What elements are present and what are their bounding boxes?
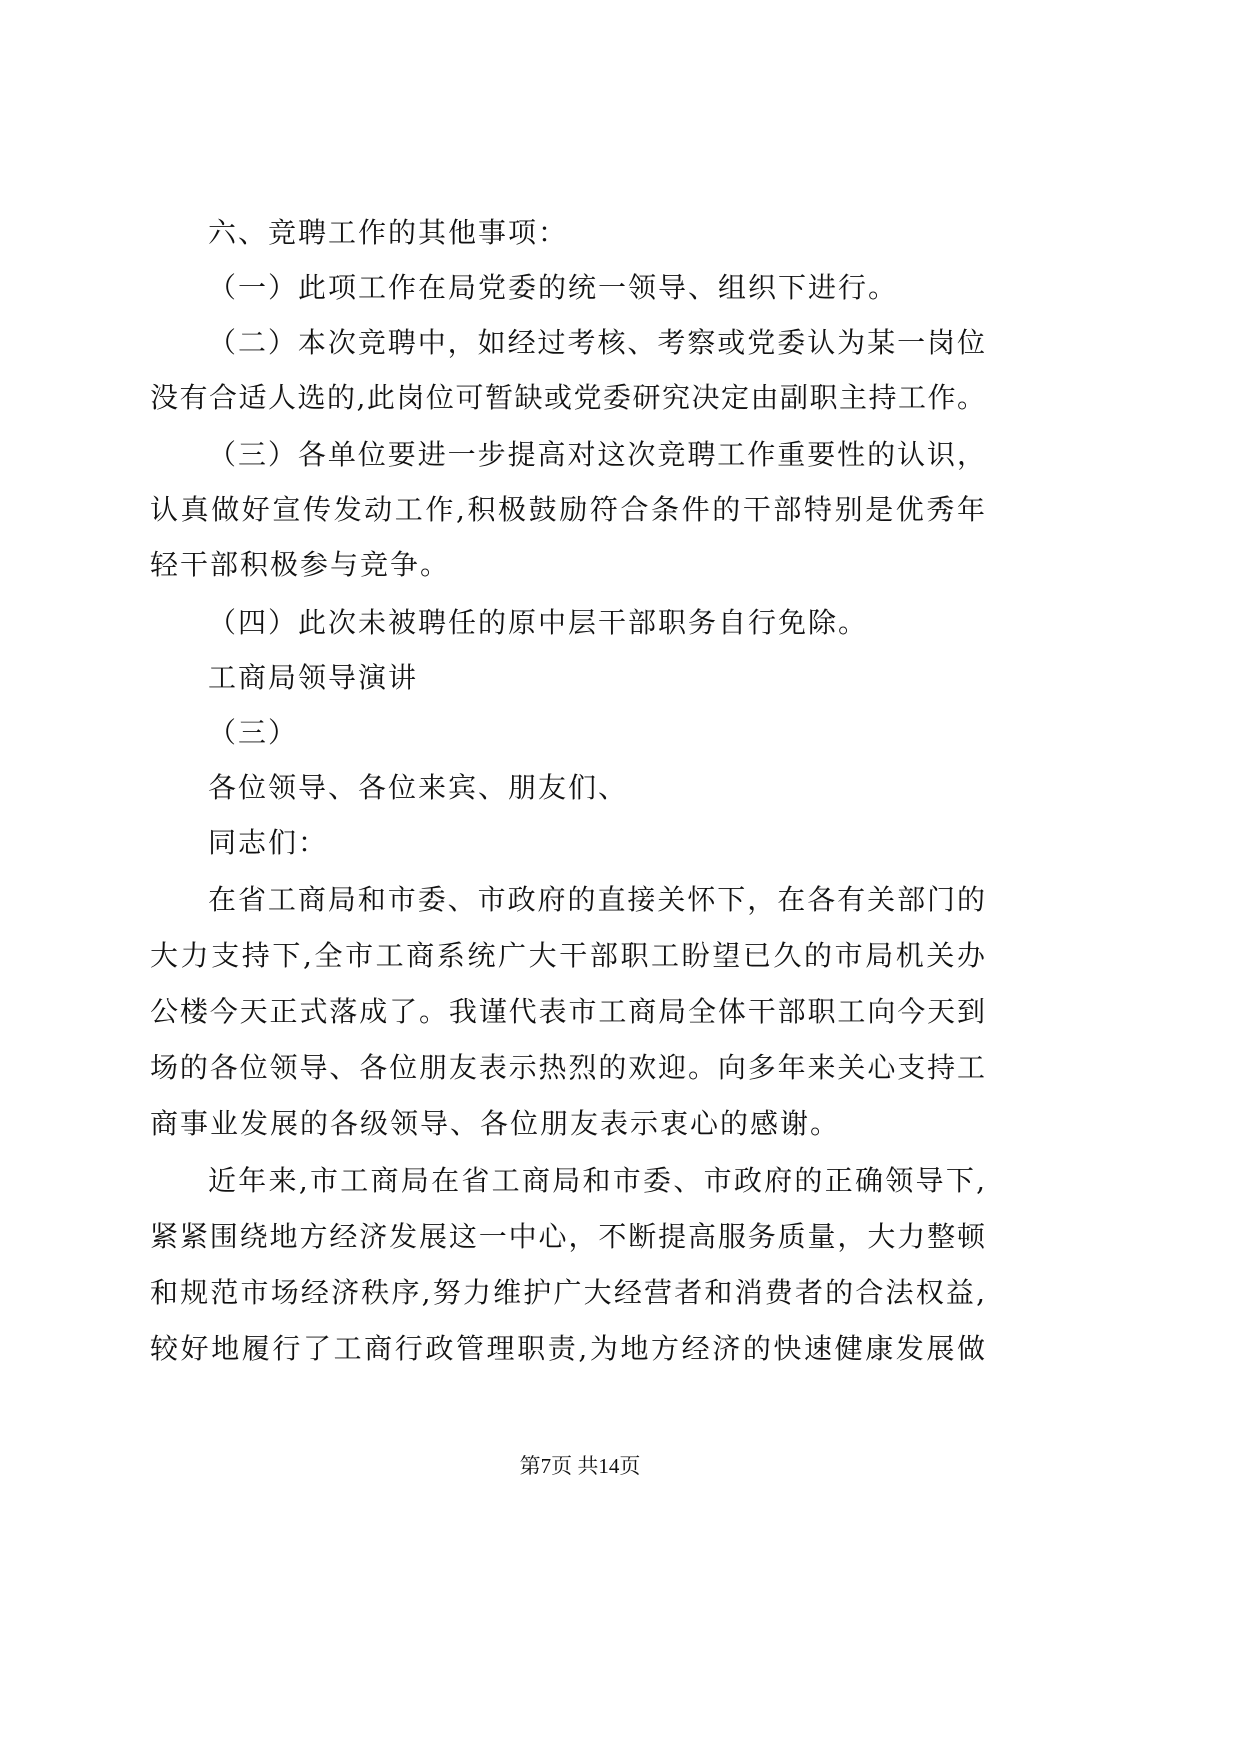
text-line: 商事业发展的各级领导、各位朋友表示衷心的感谢。 — [150, 1107, 841, 1140]
text-line: 和规范市场经济秩序,努力维护广大经营者和消费者的合法权益, — [150, 1276, 985, 1309]
text-line: 大力支持下,全市工商系统广大干部职工盼望已久的市局机关办 — [150, 939, 985, 972]
text-line: 近年来,市工商局在省工商局和市委、市政府的正确领导下, — [208, 1164, 985, 1197]
text-line: 紧紧围绕地方经济发展这一中心，不断提高服务质量，大力整顿 — [150, 1220, 985, 1253]
text-line: 较好地履行了工商行政管理职责,为地方经济的快速健康发展做 — [150, 1332, 985, 1365]
text-line: （三） — [208, 716, 299, 749]
text-line: 轻干部积极参与竞争。 — [150, 548, 451, 581]
text-line: （四）此次未被聘任的原中层干部职务自行免除。 — [208, 606, 869, 639]
text-line: 认真做好宣传发动工作,积极鼓励符合条件的干部特别是优秀年 — [150, 493, 985, 526]
text-line: 各位领导、各位来宾、朋友们、 — [208, 771, 629, 804]
text-line: （一）此项工作在局党委的统一领导、组织下进行。 — [208, 271, 899, 304]
text-line: （二）本次竞聘中，如经过考核、考察或党委认为某一岗位 — [208, 326, 985, 359]
text-line: 场的各位领导、各位朋友表示热烈的欢迎。向多年来关心支持工 — [150, 1051, 985, 1084]
text-line: 在省工商局和市委、市政府的直接关怀下，在各有关部门的 — [208, 883, 985, 916]
page-footer: 第7页 共14页 — [519, 1454, 641, 1478]
text-line: 六、竞聘工作的其他事项： — [208, 216, 569, 249]
text-line: 没有合适人选的,此岗位可暂缺或党委研究决定由副职主持工作。 — [150, 381, 985, 414]
text-line: （三）各单位要进一步提高对这次竞聘工作重要性的认识， — [208, 438, 985, 471]
text-line: 工商局领导演讲 — [208, 661, 419, 694]
text-line: 公楼今天正式落成了。我谨代表市工商局全体干部职工向今天到 — [150, 995, 985, 1028]
text-line: 同志们： — [208, 826, 329, 859]
